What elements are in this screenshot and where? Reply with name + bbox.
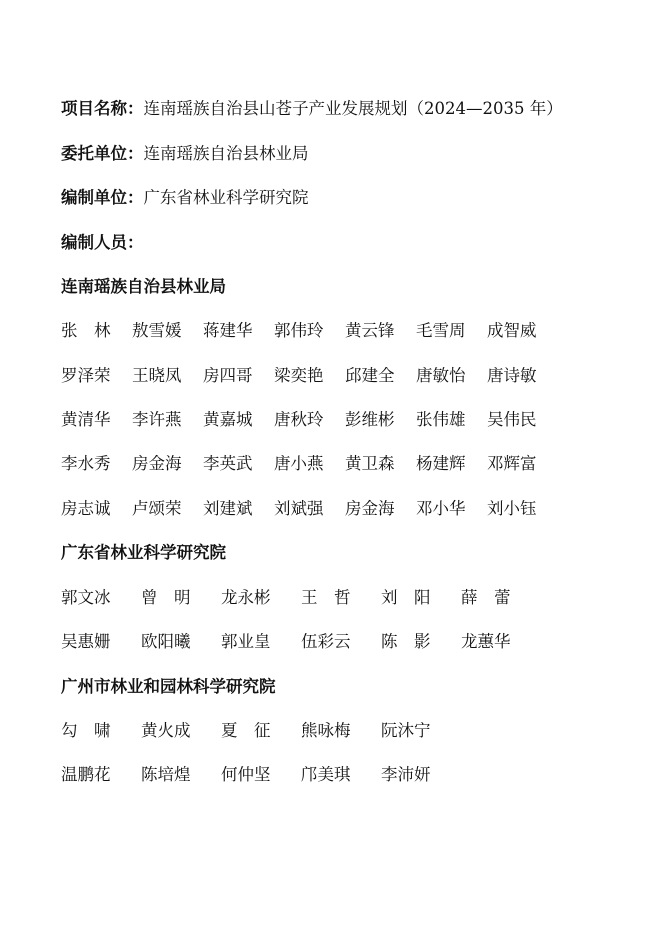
staff-name: 龙永彬 bbox=[221, 588, 271, 607]
staff-name: 蒋建华 bbox=[203, 321, 253, 340]
staff-name: 薛 蕾 bbox=[461, 588, 511, 607]
staff-name: 郭业皇 bbox=[221, 632, 271, 651]
staff-name: 唐秋玲 bbox=[274, 410, 324, 429]
staff-name: 成智威 bbox=[487, 321, 537, 340]
staff-name: 龙蕙华 bbox=[461, 632, 511, 651]
staff-name: 刘斌强 bbox=[274, 499, 324, 518]
group-heading: 连南瑶族自治县林业局 bbox=[61, 277, 226, 296]
staff-name: 黄火成 bbox=[141, 721, 191, 740]
staff-name: 熊咏梅 bbox=[301, 721, 351, 740]
group-heading: 广东省林业科学研究院 bbox=[61, 543, 226, 562]
staff-name: 房四哥 bbox=[203, 366, 253, 385]
staff-name: 杨建辉 bbox=[416, 454, 466, 473]
staff-name: 曾 明 bbox=[141, 588, 191, 607]
staff-name: 陈培煌 bbox=[141, 765, 191, 784]
staff-name: 卢颂荣 bbox=[132, 499, 182, 518]
staff-name: 李英武 bbox=[203, 454, 253, 473]
compiler-value: 广东省林业科学研究院 bbox=[143, 188, 309, 207]
client-value: 连南瑶族自治县林业局 bbox=[143, 144, 309, 163]
group-heading: 广州市林业和园林科学研究院 bbox=[61, 677, 276, 696]
staff-name: 张 林 bbox=[61, 321, 111, 340]
project-value: 连南瑶族自治县山苍子产业发展规划（2024—2035 年） bbox=[143, 99, 563, 118]
staff-name: 黄清华 bbox=[61, 410, 111, 429]
staff-name: 温鹏花 bbox=[61, 765, 111, 784]
staff-name: 邓小华 bbox=[416, 499, 466, 518]
project-line bbox=[61, 98, 563, 120]
staff-name: 张伟雄 bbox=[416, 410, 466, 429]
staff-name: 王晓凤 bbox=[132, 366, 182, 385]
staff-name: 刘建斌 bbox=[203, 499, 253, 518]
staff-name: 房志诚 bbox=[61, 499, 111, 518]
staff-name: 梁奕艳 bbox=[274, 366, 324, 385]
staff-name: 唐敏怡 bbox=[416, 366, 466, 385]
staff-name: 毛雪周 bbox=[416, 321, 466, 340]
client-line bbox=[61, 143, 309, 165]
staff-name: 彭维彬 bbox=[345, 410, 395, 429]
staff-name: 王 哲 bbox=[301, 588, 351, 607]
staff-name: 李沛妍 bbox=[381, 765, 431, 784]
staff-name: 李许燕 bbox=[132, 410, 182, 429]
staff-name: 唐小燕 bbox=[274, 454, 324, 473]
project-label: 项目名称： bbox=[61, 99, 144, 118]
staff-name: 夏 征 bbox=[221, 721, 271, 740]
staff-name: 伍彩云 bbox=[301, 632, 351, 651]
staff-name: 郭伟玲 bbox=[274, 321, 324, 340]
staff-name: 敖雪媛 bbox=[132, 321, 182, 340]
staff-name: 邱建全 bbox=[345, 366, 395, 385]
staff-name: 黄云锋 bbox=[345, 321, 395, 340]
staff-name: 欧阳曦 bbox=[141, 632, 191, 651]
staff-name: 吴伟民 bbox=[487, 410, 537, 429]
staff-name: 刘小钰 bbox=[487, 499, 537, 518]
staff-name: 邝美琪 bbox=[301, 765, 351, 784]
staff-name: 勾 啸 bbox=[61, 721, 111, 740]
client-label: 委托单位： bbox=[61, 144, 144, 163]
staff-name: 吴惠姗 bbox=[61, 632, 111, 651]
staff-name: 阮沐宁 bbox=[381, 721, 431, 740]
staff-name: 何仲坚 bbox=[221, 765, 271, 784]
compiler-label: 编制单位： bbox=[61, 188, 144, 207]
staff-name: 李水秀 bbox=[61, 454, 111, 473]
staff-name: 罗泽荣 bbox=[61, 366, 111, 385]
staff-name: 郭文冰 bbox=[61, 588, 111, 607]
staff-name: 房金海 bbox=[345, 499, 395, 518]
staff-name: 陈 影 bbox=[381, 632, 431, 651]
staff-label: 编制人员： bbox=[61, 233, 144, 252]
staff-name: 唐诗敏 bbox=[487, 366, 537, 385]
compiler-line bbox=[61, 187, 309, 209]
staff-name: 黄卫森 bbox=[345, 454, 395, 473]
staff-name: 房金海 bbox=[132, 454, 182, 473]
staff-name: 黄嘉城 bbox=[203, 410, 253, 429]
staff-name: 邓辉富 bbox=[487, 454, 537, 473]
staff-name: 刘 阳 bbox=[381, 588, 431, 607]
